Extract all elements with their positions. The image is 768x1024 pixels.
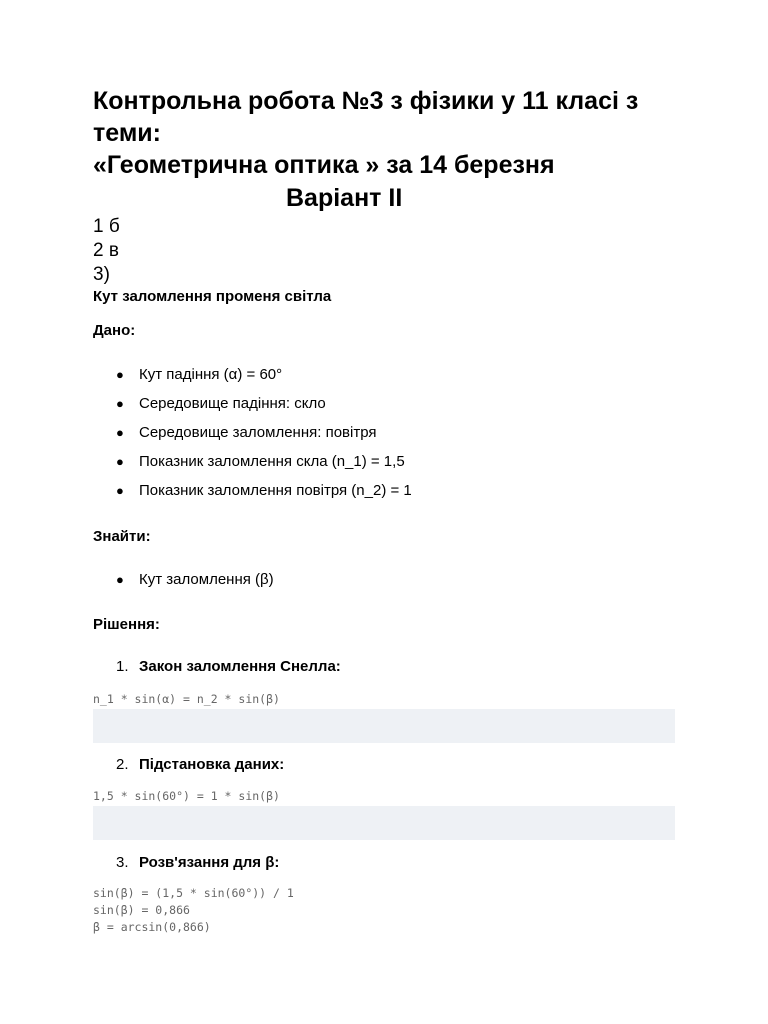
code-block-3: sin(β) = (1,5 * sin(60°)) / 1 sin(β) = 0,866 β = arcsin(0,866) — [93, 886, 294, 934]
find-item — [116, 571, 274, 589]
bullet-dot: ● — [116, 425, 124, 440]
given-item — [116, 395, 326, 413]
doc-title-line-2: теми: — [93, 119, 162, 147]
given-heading: Дано: — [93, 322, 136, 339]
given-item-text: Показник заломлення повітря (n_2) = 1 — [139, 482, 412, 499]
doc-title-line-3: «Геометрична оптика » за 14 березня — [93, 151, 555, 179]
doc-title-line-1: Контрольна робота №3 з фізики у 11 класі з — [93, 87, 639, 115]
answer-3: 3) — [93, 264, 110, 285]
answer-2: 2 в — [93, 240, 119, 261]
code-block-1-empty-area — [93, 709, 675, 743]
bullet-dot: ● — [116, 483, 124, 498]
given-item — [116, 482, 412, 500]
given-item-text: Середовище падіння: скло — [139, 395, 326, 412]
code-block-1: n_1 * sin(α) = n_2 * sin(β) — [93, 692, 280, 706]
bullet-dot: ● — [116, 396, 124, 411]
step-label: Підстановка даних: — [139, 756, 285, 773]
given-item-text: Показник заломлення скла (n_1) = 1,5 — [139, 453, 405, 470]
given-item — [116, 453, 405, 471]
find-heading: Знайти: — [93, 528, 151, 545]
given-item-text: Середовище заломлення: повітря — [139, 424, 377, 441]
given-item — [116, 424, 377, 442]
code-block-2-empty-area — [93, 806, 675, 840]
step-number: 3. — [116, 854, 129, 871]
given-item — [116, 366, 282, 384]
bullet-dot: ● — [116, 367, 124, 382]
code-block-2: 1,5 * sin(60°) = 1 * sin(β) — [93, 789, 280, 803]
answer-1: 1 б — [93, 216, 120, 237]
solution-step-1 — [116, 658, 341, 676]
step-number: 2. — [116, 756, 129, 773]
solution-step-2 — [116, 756, 284, 774]
bullet-dot: ● — [116, 454, 124, 469]
solution-heading: Рішення: — [93, 616, 160, 633]
find-item-text: Кут заломлення (β) — [139, 571, 274, 588]
solution-step-3 — [116, 854, 279, 872]
step-label: Розв'язання для β: — [139, 854, 280, 871]
problem-topic: Кут заломлення променя світла — [93, 288, 332, 305]
step-number: 1. — [116, 658, 129, 675]
step-label: Закон заломлення Снелла: — [139, 658, 341, 675]
bullet-dot: ● — [116, 572, 124, 587]
given-item-text: Кут падіння (α) = 60° — [139, 366, 283, 383]
variant-title: Варіант II — [286, 184, 403, 212]
